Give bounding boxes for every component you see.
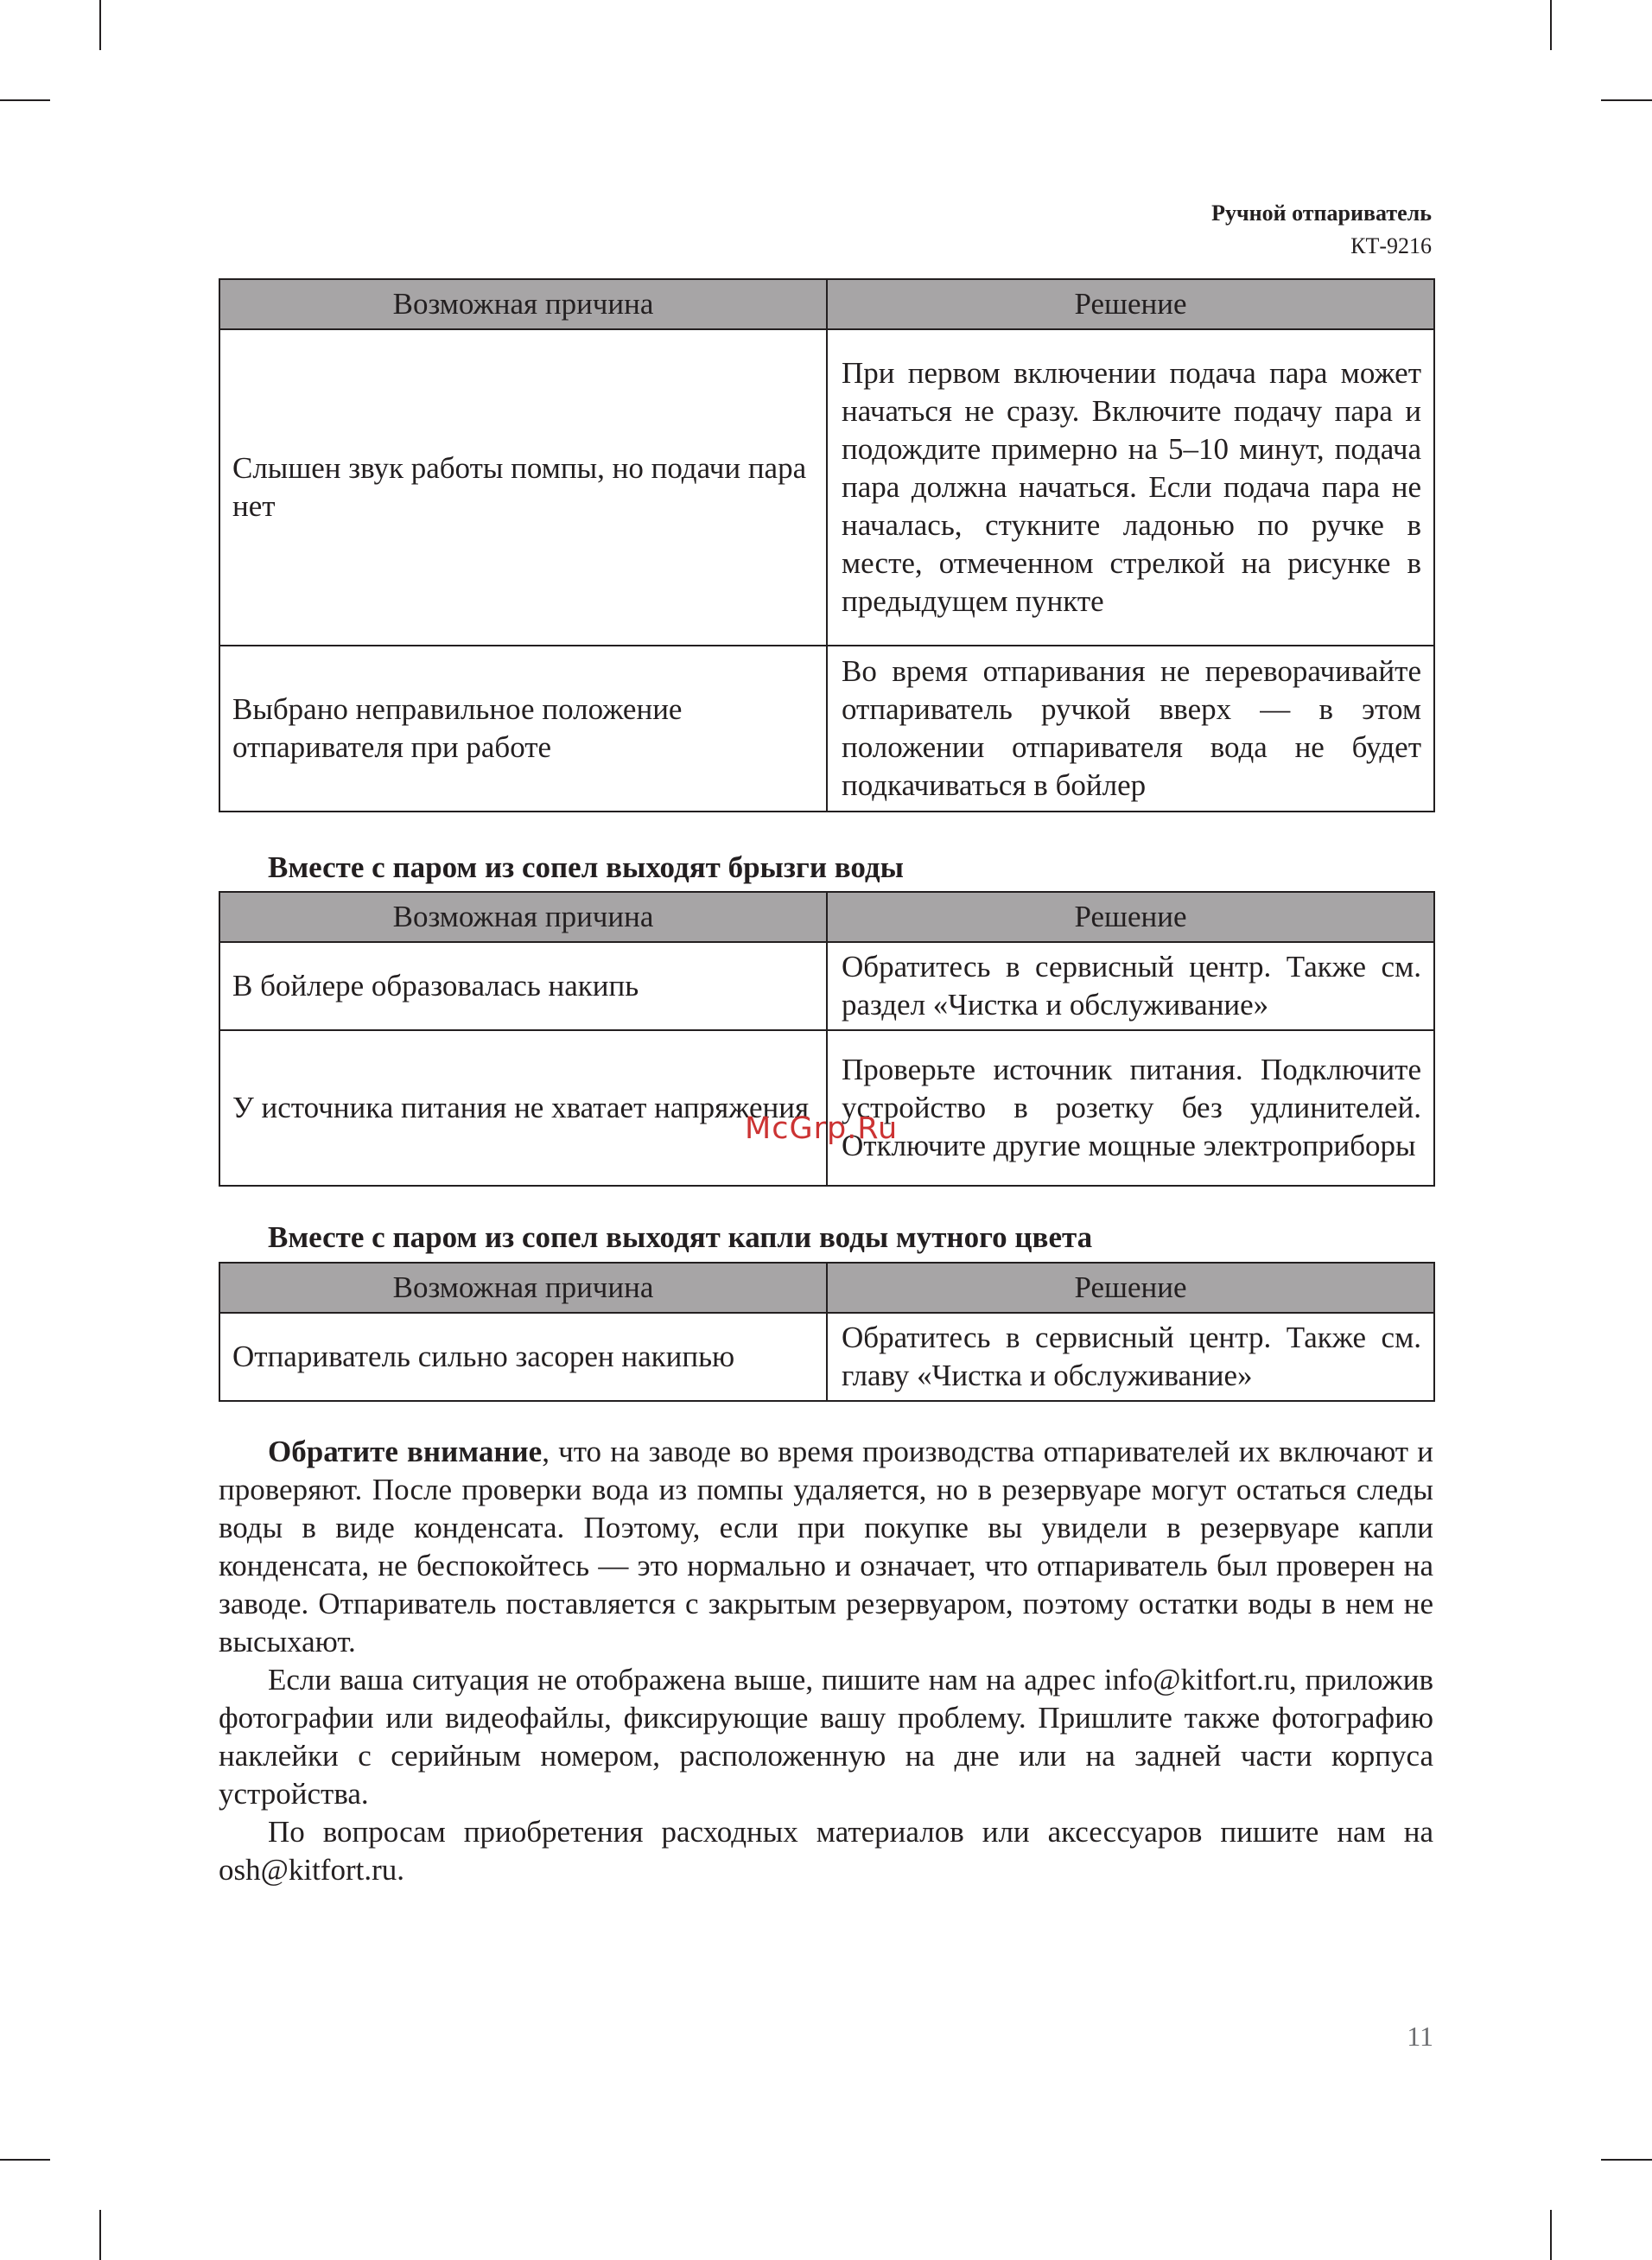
table-header-row (219, 279, 1434, 329)
crop-mark-top-left-h (0, 99, 50, 101)
contact-paragraph: Если ваша ситуация не отображена выше, пишите нам на адрес info@kitfort.ru, приложив фотографии или видеофайлы, фиксирующие вашу проблему. Пришлите также фотографию наклейки с серийным номером, расположенную на дне или на задней части корпуса устройства. (219, 1663, 1433, 1811)
table-row (219, 646, 1434, 812)
header-solution: Решение (827, 1263, 1434, 1313)
table-row (219, 329, 1434, 646)
crop-mark-top-right-h (1601, 99, 1652, 101)
table-row (219, 1313, 1434, 1401)
model-number: КТ-9216 (1350, 233, 1432, 258)
page-number: 11 (1407, 2021, 1433, 2052)
crop-mark-bottom-left-v (99, 2210, 101, 2260)
watermark-text: McGrp.Ru (745, 1111, 899, 1146)
crop-mark-top-left-v (99, 0, 101, 50)
cause-cell: Выбрано неправильное положение отпаривателя при работе (219, 646, 827, 812)
crop-mark-bottom-left-h (0, 2159, 50, 2161)
table-header-row (219, 1263, 1434, 1313)
cause-cell: Слышен звук работы помпы, но подачи пара нет (219, 329, 827, 646)
header-cause: Возможная причина (219, 892, 827, 942)
notes-block (219, 1433, 1433, 1889)
attention-paragraph (219, 1433, 1433, 1661)
header-solution: Решение (827, 279, 1434, 329)
header-solution: Решение (827, 892, 1434, 942)
section-title-water-splashes: Вместе с паром из сопел выходят брызги воды (268, 850, 904, 884)
attention-label: Обратите внимание (268, 1435, 543, 1468)
section-title-muddy-drops: Вместе с паром из сопел выходят капли воды мутного цвета (268, 1220, 1093, 1254)
running-header (1211, 197, 1432, 263)
cause-cell: В бойлере образовалась накипь (219, 942, 827, 1030)
table-row (219, 1030, 1434, 1186)
crop-mark-bottom-right-h (1601, 2159, 1652, 2161)
attention-text: , что на заводе во время производства отпаривателей их включают и проверяют. После проверки вода из помпы удаляется, но в резервуаре могут остаться следы воды в виде конденсата. Поэтому, если при покупке вы увидели в резервуаре капли конденсата, не беспокойтесь — это нормально и означает, что отпариватель был проверен на заводе. Отпариватель поставляется с закрытым резервуаром, поэтому остатки воды в нем не высыхают. (219, 1435, 1433, 1658)
table-header-row (219, 892, 1434, 942)
consumables-paragraph: По вопросам приобретения расходных материалов или аксессуаров пишите нам на osh@kitfort.ru. (219, 1815, 1433, 1887)
solution-cell: Обратитесь в сервисный центр. Также см. раздел «Чистка и обслуживание» (827, 942, 1434, 1030)
header-cause: Возможная причина (219, 1263, 827, 1313)
cause-cell: У источника питания не хватает напряжения (219, 1030, 827, 1186)
troubleshooting-table-3 (219, 1262, 1435, 1402)
solution-cell: Проверьте источник питания. Подключите устройство в розетку без удлинителей. Отключите другие мощные электроприборы (827, 1030, 1434, 1186)
solution-cell: Во время отпаривания не переворачивайте отпариватель ручкой вверх — в этом положении отпаривателя вода не будет подкачиваться в бойлер (827, 646, 1434, 812)
product-name: Ручной отпариватель (1211, 201, 1432, 226)
solution-cell: При первом включении подача пара может начаться не сразу. Включите подачу пара и подождите примерно на 5–10 минут, подача пара должна начаться. Если подача пара не началась, стукните ладонью по ручке в месте, отмеченном стрелкой на рисунке в предыдущем пункте (827, 329, 1434, 646)
table-row (219, 942, 1434, 1030)
header-cause: Возможная причина (219, 279, 827, 329)
troubleshooting-table-1 (219, 278, 1435, 812)
solution-cell: Обратитесь в сервисный центр. Также см. главу «Чистка и обслуживание» (827, 1313, 1434, 1401)
crop-mark-bottom-right-v (1550, 2210, 1552, 2260)
crop-mark-top-right-v (1550, 0, 1552, 50)
cause-cell: Отпариватель сильно засорен накипью (219, 1313, 827, 1401)
